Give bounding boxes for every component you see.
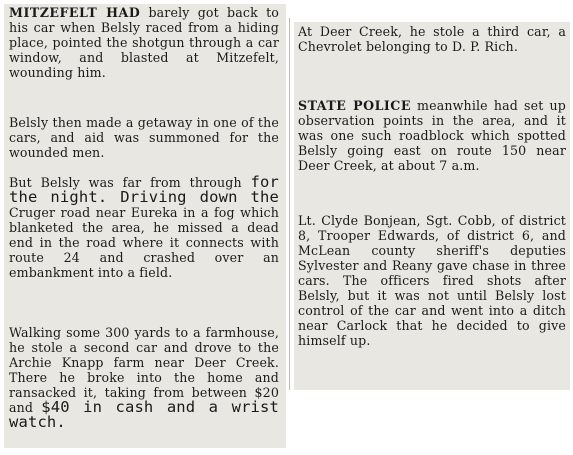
left-paragraph-3-start: But Belsly was far from through	[9, 175, 242, 190]
left-paragraph-1-text: barely got back to his car when Belsly raced from a hiding place, pointed the shotgun through a car window, and blasted at Mitzefelt, wounding him.	[9, 5, 280, 80]
right-paragraph-1: At Deer Creek, he stole a third car, a Chevrolet belonging to D. P. Rich.	[298, 24, 566, 54]
left-paragraph-1-lead: MITZEFELT HAD	[9, 5, 141, 20]
left-paragraph-4-text: Walking some 300 yards to a farmhouse, he stole a second car and drove to the Archie Knapp farm near Deer Creek. There he broke into the home and ransacked it, taking from between $20 and	[9, 325, 279, 415]
left-paragraph-3	[9, 175, 279, 280]
right-paragraph-3: Lt. Clyde Bonjean, Sgt. Cobb, of district 8, Trooper Edwards, of district 6, and McLean county sheriff's deputies Sylvester and Reany gave chase in three cars. The officers fired shots after Belsly, but it was not until Belsly lost control of the car and went into a ditch near Carlock that he decided to give himself up.	[298, 213, 566, 348]
left-paragraph-1	[9, 5, 279, 80]
right-paragraph-2-text: meanwhile had set up observation points in the area, and it was one such roadblock which spotted Belsly going east on route 150 near Deer Creek, at about 7 a.m.	[298, 98, 566, 173]
left-paragraph-2: Belsly then made a getaway in one of the cars, and aid was summoned for the wounded men.	[9, 115, 279, 160]
column-divider	[289, 18, 290, 390]
left-paragraph-4	[9, 325, 279, 430]
right-paragraph-2-lead: STATE POLICE	[298, 98, 411, 113]
left-paragraph-3-rest: Cruger road near Eureka in a fog which blanketed the area, he missed a dead end in the road where it connects with route 24 and crashed over an embankment into a field.	[9, 205, 279, 280]
left-paragraph-4-big: $40 in cash and a wrist watch.	[9, 398, 279, 431]
right-paragraph-2	[298, 98, 566, 173]
left-paragraph-3-big: for the night. Driving down the	[9, 173, 279, 206]
